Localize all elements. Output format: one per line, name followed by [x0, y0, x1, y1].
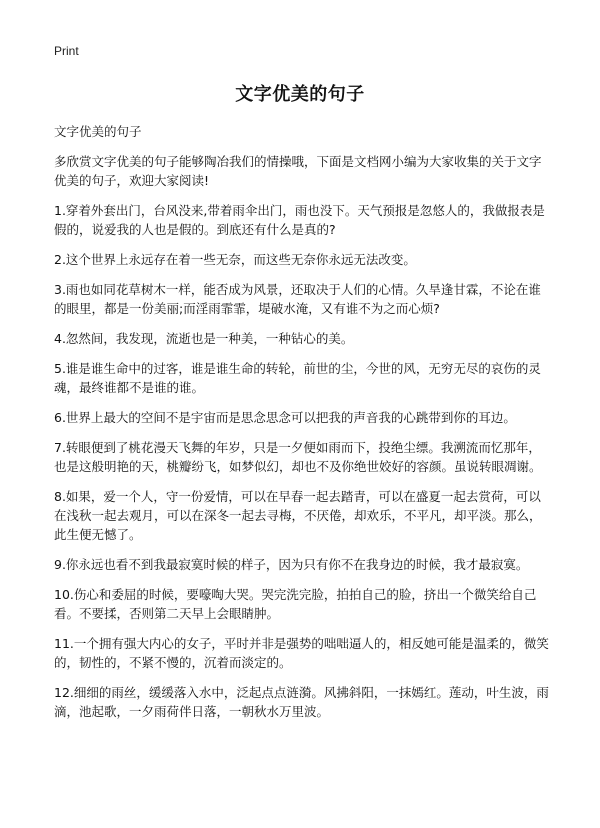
- sentence-item: 11.一个拥有强大内心的女子，平时并非是强势的咄咄逼人的，相反她可能是温柔的，微笑的，韧性的，不紧不慢的，沉着而淡定的。: [54, 636, 549, 670]
- sentence-item: 1.穿着外套出门，台风没来,带着雨伞出门，雨也没下。天气预报是忽悠人的，我做报表是假的，说爱我的人也是假的。到底还有什么是真的?: [54, 203, 545, 237]
- intro-paragraph: 多欣赏文字优美的句子能够陶冶我们的情操哦，下面是文档网小编为大家收集的关于文字优美的句子，欢迎大家阅读!: [54, 154, 542, 188]
- article-body: [54, 122, 550, 732]
- sentence-item: 2.这个世界上永远存在着一些无奈，而这些无奈你永远无法改变。: [54, 252, 416, 267]
- sentence-item: 8.如果，爱一个人，守一份爱情，可以在早春一起去踏青，可以在盛夏一起去赏荷，可以在浅秋一起去观月，可以在深冬一起去寻梅，不厌倦，却欢乐，不平凡，却平淡。那么，此生便无憾了。: [54, 489, 542, 542]
- sentence-item: 9.你永远也看不到我最寂寞时候的样子，因为只有你不在我身边的时候，我才最寂寞。: [54, 557, 529, 572]
- page-title: 文字优美的句子: [235, 84, 365, 105]
- sentence-item: 5.谁是谁生命中的过客，谁是谁生命的转轮，前世的尘，今世的风，无穷无尽的哀伤的灵魂，最终谁都不是谁的谁。: [54, 361, 541, 395]
- print-link[interactable]: Print: [54, 44, 79, 58]
- sentence-item: 10.伤心和委屈的时候，要嚎啕大哭。哭完洗完脸，拍拍自己的脸，挤出一个微笑给自己看。不要揉，否则第二天早上会眼睛肿。: [54, 587, 537, 621]
- sentence-item: 7.转眼便到了桃花漫天飞舞的年岁，只是一夕便如雨而下，投绝尘缥。我溯流而忆那年，也是这般明艳的天，桃瓣纷飞，如梦似幻，却也不及你绝世姣好的容颜。虽说转眼凋谢。: [54, 440, 542, 474]
- sentence-item: 12.细细的雨丝，缓缓落入水中，泛起点点涟漪。风拂斜阳，一抹嫣红。莲动，叶生波，雨滴，池起歌，一夕雨荷伴日落，一朝秋水万里波。: [54, 685, 549, 719]
- sentence-item: 4.忽然间，我发现，流逝也是一种美，一种钻心的美。: [54, 331, 354, 346]
- sentence-item: 6.世界上最大的空间不是宇宙而是思念思念可以把我的声音我的心跳带到你的耳边。: [54, 410, 516, 425]
- sentence-item: 3.雨也如同花草树木一样，能否成为风景，还取决于人们的心情。久旱逢甘霖，不论在谁的眼里，都是一份美丽;而淫雨霏霏，堤破水淹，又有谁不为之而心烦?: [54, 282, 541, 316]
- article-subtitle: 文字优美的句子: [54, 124, 142, 139]
